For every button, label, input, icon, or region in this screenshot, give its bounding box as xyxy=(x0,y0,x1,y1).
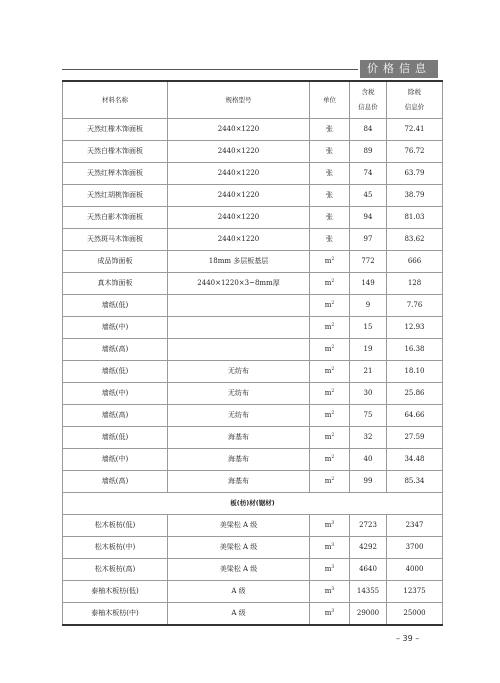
cell-unit xyxy=(310,119,350,141)
cell-tax-incl xyxy=(350,405,387,427)
cell-tax-incl xyxy=(350,119,387,141)
cell-tax-incl-text: 4292 xyxy=(359,543,377,551)
unit-exponent: 2 xyxy=(331,257,335,262)
cell-spec xyxy=(168,317,310,339)
cell-name xyxy=(63,603,168,626)
cell-name xyxy=(63,427,168,449)
cell-tax-excl-text: 25000 xyxy=(403,609,426,617)
cell-unit xyxy=(310,185,350,207)
cell-unit xyxy=(310,427,350,449)
cell-spec xyxy=(168,141,310,163)
cell-unit-text: m xyxy=(324,587,332,595)
cell-tax-excl-text: 72.41 xyxy=(404,125,425,133)
cell-tax-excl xyxy=(387,471,443,493)
table-row xyxy=(63,471,443,493)
cell-tax-excl-text: 16.38 xyxy=(404,345,425,353)
cell-name xyxy=(63,339,168,361)
cell-tax-incl xyxy=(350,449,387,471)
cell-tax-incl-text: 94 xyxy=(363,213,373,221)
cell-name-text: 天然红胡桃饰面板 xyxy=(87,191,143,199)
cell-spec-text: 2440×1220 xyxy=(217,169,260,177)
cell-tax-excl-text: 27.59 xyxy=(404,433,425,441)
cell-tax-incl-text: 2723 xyxy=(359,521,377,529)
cell-name xyxy=(63,141,168,163)
cell-tax-incl-text: 21 xyxy=(363,367,373,375)
cell-tax-incl-text: 74 xyxy=(363,169,373,177)
unit-exponent: 3 xyxy=(331,543,335,548)
cell-name xyxy=(63,559,168,581)
cell-unit-text: m xyxy=(324,543,332,551)
cell-name xyxy=(63,207,168,229)
cell-tax-excl xyxy=(387,273,443,295)
cell-tax-incl-text: 75 xyxy=(363,411,373,419)
cell-spec xyxy=(168,339,310,361)
cell-tax-excl-text: 4000 xyxy=(405,565,424,573)
cell-tax-incl-text: 15 xyxy=(363,323,373,331)
cell-tax-incl xyxy=(350,251,387,273)
table-row xyxy=(63,449,443,471)
cell-unit xyxy=(310,207,350,229)
cell-name xyxy=(63,295,168,317)
cell-spec xyxy=(168,515,310,537)
table-row xyxy=(63,603,443,626)
unit-exponent: 3 xyxy=(331,521,335,526)
cell-unit xyxy=(310,295,350,317)
cell-name-text: 真木饰面板 xyxy=(97,279,133,287)
cell-tax-incl xyxy=(350,339,387,361)
cell-name-text: 成品饰面板 xyxy=(97,257,133,265)
table-row xyxy=(63,559,443,581)
table-row xyxy=(63,317,443,339)
cell-name-text: 墙纸(高) xyxy=(101,477,129,485)
cell-tax-excl-text: 63.79 xyxy=(404,169,425,177)
table-row xyxy=(63,163,443,185)
cell-unit xyxy=(310,537,350,559)
cell-name-text: 墙纸(中) xyxy=(101,455,129,463)
cell-tax-excl-text: 81.03 xyxy=(404,213,425,221)
unit-exponent: 2 xyxy=(331,389,335,394)
cell-unit-text: m xyxy=(324,257,332,265)
cell-tax-incl-text: 4640 xyxy=(359,565,377,573)
cell-tax-excl-text: 76.72 xyxy=(404,147,425,155)
cell-tax-incl xyxy=(350,581,387,603)
cell-tax-incl xyxy=(350,537,387,559)
cell-unit-text: m xyxy=(324,565,332,573)
cell-spec-text: 无纺布 xyxy=(228,411,249,419)
cell-tax-incl-text: 9 xyxy=(365,301,371,309)
cell-tax-incl xyxy=(350,163,387,185)
cell-tax-excl-text: 38.79 xyxy=(404,191,425,199)
cell-name xyxy=(63,229,168,251)
cell-tax-excl-text: 2347 xyxy=(405,521,424,529)
unit-exponent: 3 xyxy=(331,609,335,614)
table-row xyxy=(63,273,443,295)
cell-tax-excl-text: 12375 xyxy=(403,587,426,595)
table-row xyxy=(63,581,443,603)
cell-unit xyxy=(310,229,350,251)
cell-name xyxy=(63,383,168,405)
cell-spec-text: 美梁松 A 级 xyxy=(219,521,258,529)
col-header-unit: 单位 xyxy=(310,81,350,119)
cell-tax-incl xyxy=(350,273,387,295)
col-header-tax-excl-line1: 除税 xyxy=(408,88,421,96)
cell-tax-excl-text: 12.93 xyxy=(404,323,425,331)
cell-unit-text: m xyxy=(324,389,332,397)
table-row xyxy=(63,295,443,317)
cell-unit xyxy=(310,449,350,471)
table-row xyxy=(63,141,443,163)
cell-tax-excl-text: 18.10 xyxy=(404,367,425,375)
cell-name xyxy=(63,515,168,537)
cell-unit-text: m xyxy=(324,367,332,375)
cell-unit-text: m xyxy=(324,455,332,463)
cell-tax-excl xyxy=(387,537,443,559)
unit-exponent: 2 xyxy=(331,323,335,328)
section-header-tag: 价格信息 xyxy=(360,60,438,78)
cell-tax-incl-text: 40 xyxy=(363,455,373,463)
cell-tax-incl-text: 772 xyxy=(361,257,375,265)
col-header-tax-incl xyxy=(350,81,387,119)
col-header-tax-incl-line1: 含税 xyxy=(361,88,375,96)
cell-spec-text: 2440×1220 xyxy=(217,147,260,155)
cell-tax-excl xyxy=(387,339,443,361)
unit-exponent: 3 xyxy=(331,565,335,570)
cell-tax-excl-text: 64.66 xyxy=(404,411,425,419)
cell-name xyxy=(63,251,168,273)
cell-spec xyxy=(168,295,310,317)
col-header-tax-excl-line2: 信息价 xyxy=(404,103,425,111)
cell-unit-text: 张 xyxy=(326,125,333,133)
cell-unit xyxy=(310,163,350,185)
cell-unit-text: m xyxy=(324,323,332,331)
cell-name-text: 墙纸(低) xyxy=(101,433,129,441)
cell-name-text: 墙纸(低) xyxy=(101,367,129,375)
unit-exponent: 2 xyxy=(331,367,335,372)
cell-unit xyxy=(310,383,350,405)
cell-tax-incl xyxy=(350,295,387,317)
cell-name xyxy=(63,119,168,141)
page-number: – 39 – xyxy=(396,634,420,643)
unit-exponent: 3 xyxy=(331,587,335,592)
table-body xyxy=(63,119,443,626)
table-row xyxy=(63,339,443,361)
cell-tax-excl xyxy=(387,449,443,471)
cell-unit xyxy=(310,141,350,163)
cell-spec-text: 美梁松 A 级 xyxy=(219,543,258,551)
cell-spec-text: 无纺布 xyxy=(228,367,249,375)
cell-name-text: 泰柚木板枋(低) xyxy=(91,587,139,595)
cell-unit-text: m xyxy=(324,301,332,309)
cell-name-text: 墙纸(中) xyxy=(101,389,129,397)
cell-tax-excl-text: 25.86 xyxy=(404,389,425,397)
col-header-spec: 规格型号 xyxy=(168,81,310,119)
cell-spec-text: 2440×1220 xyxy=(217,235,260,243)
cell-spec xyxy=(168,449,310,471)
table-row xyxy=(63,361,443,383)
cell-unit-text: 张 xyxy=(326,147,333,155)
cell-name xyxy=(63,185,168,207)
cell-tax-excl xyxy=(387,603,443,626)
cell-spec xyxy=(168,581,310,603)
cell-tax-incl xyxy=(350,361,387,383)
cell-spec xyxy=(168,383,310,405)
cell-unit xyxy=(310,581,350,603)
cell-name-text: 松木板枋(低) xyxy=(94,521,136,529)
cell-name-text: 天然斑马木饰面板 xyxy=(87,235,143,243)
cell-name xyxy=(63,273,168,295)
cell-tax-incl-text: 19 xyxy=(363,345,373,353)
cell-spec-text: 海基布 xyxy=(228,477,249,485)
cell-spec xyxy=(168,207,310,229)
cell-tax-incl xyxy=(350,317,387,339)
cell-tax-incl-text: 45 xyxy=(363,191,373,199)
cell-unit xyxy=(310,339,350,361)
cell-unit xyxy=(310,361,350,383)
cell-unit xyxy=(310,317,350,339)
cell-tax-excl xyxy=(387,119,443,141)
cell-unit-text: m xyxy=(324,411,332,419)
cell-spec-text: 2440×1220×3~8mm厚 xyxy=(197,279,280,287)
cell-tax-excl xyxy=(387,163,443,185)
cell-tax-incl xyxy=(350,515,387,537)
section-title: 板(枋)材(锯材) xyxy=(63,493,443,515)
table-row xyxy=(63,515,443,537)
cell-tax-incl-text: 89 xyxy=(363,147,373,155)
cell-tax-incl-text: 30 xyxy=(363,389,373,397)
table-row xyxy=(63,537,443,559)
cell-unit-text: 张 xyxy=(326,213,333,221)
cell-tax-excl xyxy=(387,295,443,317)
unit-exponent: 2 xyxy=(331,477,335,482)
cell-tax-incl xyxy=(350,559,387,581)
cell-tax-incl-text: 99 xyxy=(363,477,373,485)
cell-tax-incl-text: 29000 xyxy=(356,609,380,617)
cell-tax-excl xyxy=(387,185,443,207)
table-header xyxy=(63,81,443,119)
col-header-name: 材料名称 xyxy=(63,81,168,119)
col-header-tax-excl xyxy=(387,81,443,119)
cell-spec-text: 美梁松 A 级 xyxy=(219,565,258,573)
cell-name-text: 泰柚木板枋(中) xyxy=(91,609,139,617)
cell-tax-excl-text: 7.76 xyxy=(406,301,423,309)
cell-unit xyxy=(310,251,350,273)
table-row xyxy=(63,427,443,449)
cell-spec-text: 2440×1220 xyxy=(217,191,260,199)
cell-tax-excl xyxy=(387,515,443,537)
section-row xyxy=(63,493,443,515)
cell-spec xyxy=(168,537,310,559)
cell-name xyxy=(63,317,168,339)
cell-spec xyxy=(168,603,310,626)
cell-spec xyxy=(168,185,310,207)
cell-name-text: 天然红橡木饰面板 xyxy=(87,125,143,133)
cell-tax-excl xyxy=(387,405,443,427)
cell-tax-excl xyxy=(387,427,443,449)
cell-name-text: 墙纸(高) xyxy=(101,345,129,353)
cell-spec xyxy=(168,119,310,141)
unit-exponent: 2 xyxy=(331,455,335,460)
cell-name-text: 松木板枋(中) xyxy=(94,543,136,551)
cell-spec-text: 无纺布 xyxy=(228,389,249,397)
cell-tax-excl xyxy=(387,207,443,229)
cell-tax-incl-text: 14355 xyxy=(356,587,380,595)
cell-tax-excl xyxy=(387,383,443,405)
cell-name xyxy=(63,361,168,383)
table-row xyxy=(63,251,443,273)
cell-tax-excl xyxy=(387,317,443,339)
cell-tax-incl xyxy=(350,207,387,229)
cell-unit xyxy=(310,471,350,493)
cell-name-text: 天然红榉木饰面板 xyxy=(87,169,143,177)
cell-tax-excl-text: 85.34 xyxy=(404,477,425,485)
cell-spec xyxy=(168,559,310,581)
cell-tax-excl xyxy=(387,251,443,273)
cell-tax-incl xyxy=(350,229,387,251)
cell-spec xyxy=(168,405,310,427)
cell-spec-text: A 级 xyxy=(231,609,246,617)
cell-name-text: 天然白影木饰面板 xyxy=(87,213,143,221)
cell-tax-incl-text: 32 xyxy=(363,433,373,441)
cell-tax-incl xyxy=(350,185,387,207)
cell-name-text: 松木板枋(高) xyxy=(94,565,136,573)
cell-unit-text: 张 xyxy=(326,191,333,199)
cell-tax-excl-text: 34.48 xyxy=(404,455,425,463)
cell-name xyxy=(63,581,168,603)
cell-unit xyxy=(310,603,350,626)
cell-name-text: 墙纸(中) xyxy=(101,323,129,331)
unit-exponent: 2 xyxy=(331,345,335,350)
cell-spec xyxy=(168,251,310,273)
cell-tax-excl-text: 83.62 xyxy=(404,235,425,243)
table-row xyxy=(63,405,443,427)
cell-tax-excl xyxy=(387,581,443,603)
cell-unit xyxy=(310,405,350,427)
cell-tax-incl-text: 84 xyxy=(363,125,373,133)
table-row xyxy=(63,207,443,229)
cell-spec xyxy=(168,229,310,251)
unit-exponent: 2 xyxy=(331,433,335,438)
table-row xyxy=(63,383,443,405)
unit-exponent: 2 xyxy=(331,301,335,306)
cell-spec-text: 18mm 多层板基层 xyxy=(208,257,269,265)
cell-spec xyxy=(168,471,310,493)
table-row xyxy=(63,229,443,251)
cell-tax-excl xyxy=(387,559,443,581)
cell-name xyxy=(63,471,168,493)
cell-unit-text: m xyxy=(324,521,332,529)
cell-unit xyxy=(310,559,350,581)
cell-tax-excl-text: 666 xyxy=(407,257,422,265)
cell-tax-excl xyxy=(387,141,443,163)
unit-exponent: 2 xyxy=(331,411,335,416)
header-rule xyxy=(62,69,358,70)
cell-unit xyxy=(310,515,350,537)
cell-tax-incl xyxy=(350,141,387,163)
cell-unit-text: m xyxy=(324,433,332,441)
price-table xyxy=(62,80,443,626)
cell-unit-text: 张 xyxy=(326,169,333,177)
cell-name xyxy=(63,537,168,559)
cell-name xyxy=(63,405,168,427)
col-header-tax-incl-line2: 信息价 xyxy=(358,103,378,111)
cell-spec xyxy=(168,163,310,185)
cell-unit-text: 张 xyxy=(326,235,333,243)
cell-tax-incl xyxy=(350,471,387,493)
cell-spec-text: 海基布 xyxy=(228,433,249,441)
cell-tax-excl xyxy=(387,229,443,251)
cell-name-text: 墙纸(高) xyxy=(101,411,129,419)
cell-tax-incl xyxy=(350,427,387,449)
cell-unit-text: m xyxy=(324,477,332,485)
cell-tax-incl-text: 97 xyxy=(363,235,373,243)
cell-name-text: 天然白橡木饰面板 xyxy=(87,147,143,155)
cell-tax-incl-text: 149 xyxy=(361,279,375,287)
table-row xyxy=(63,119,443,141)
cell-tax-excl xyxy=(387,361,443,383)
cell-tax-incl xyxy=(350,383,387,405)
cell-tax-excl-text: 128 xyxy=(407,279,422,287)
cell-spec-text: 海基布 xyxy=(228,455,249,463)
cell-spec-text: A 级 xyxy=(231,587,246,595)
cell-tax-excl-text: 3700 xyxy=(405,543,424,551)
cell-name-text: 墙纸(低) xyxy=(101,301,129,309)
cell-spec-text: 2440×1220 xyxy=(217,125,260,133)
cell-tax-incl xyxy=(350,603,387,626)
cell-spec-text: 2440×1220 xyxy=(217,213,260,221)
cell-spec xyxy=(168,361,310,383)
cell-spec xyxy=(168,427,310,449)
cell-name xyxy=(63,163,168,185)
cell-unit xyxy=(310,273,350,295)
cell-name xyxy=(63,449,168,471)
unit-exponent: 2 xyxy=(331,279,335,284)
table-row xyxy=(63,185,443,207)
cell-unit-text: m xyxy=(324,609,332,617)
cell-unit-text: m xyxy=(324,279,332,287)
cell-spec xyxy=(168,273,310,295)
cell-unit-text: m xyxy=(324,345,332,353)
